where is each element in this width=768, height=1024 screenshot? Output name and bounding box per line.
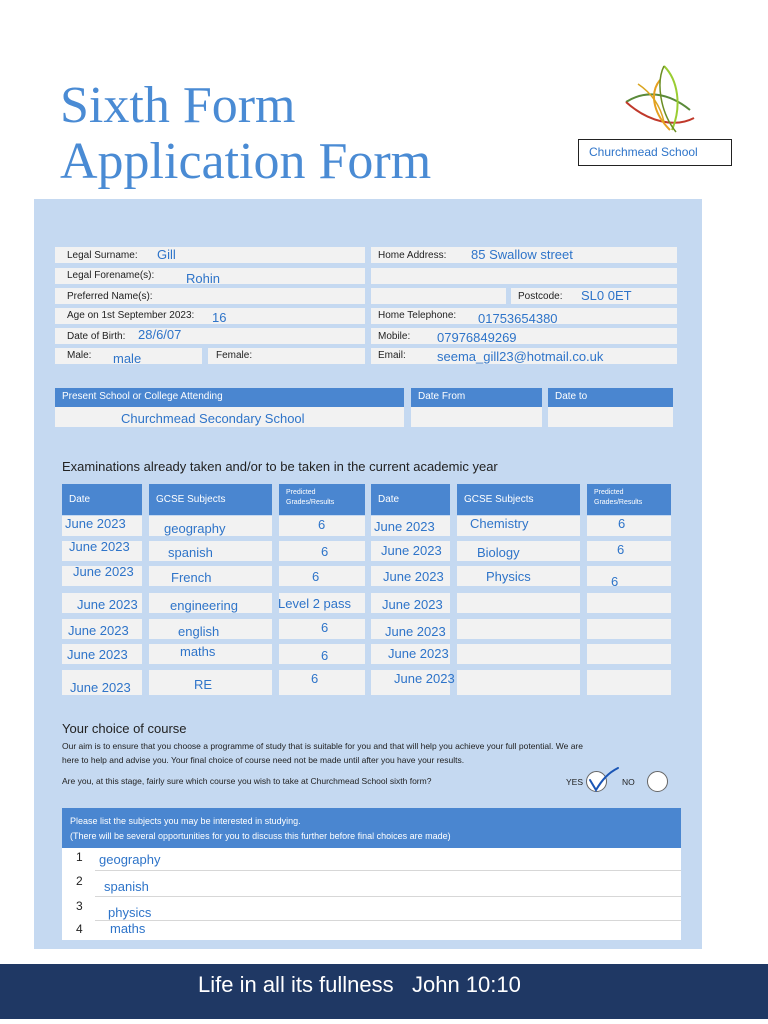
interests-header-line2: (There will be several opportunities for you to discuss this further before final choices are made) [70, 831, 451, 841]
exam-left-date-3: June 2023 [73, 564, 134, 579]
yes-label: YES [566, 777, 584, 787]
exam-right-subject-3: Physics [486, 569, 531, 584]
exam-cell[interactable] [279, 670, 365, 695]
exam-left-date-2: June 2023 [69, 539, 130, 554]
home-address-line3-field[interactable] [371, 288, 506, 304]
course-heading: Your choice of course [62, 721, 187, 736]
exam-subjects-header-left: GCSE Subjects [149, 484, 272, 515]
mobile-label: Mobile: [378, 331, 411, 342]
email-value: seema_gill23@hotmail.co.uk [437, 349, 604, 364]
exam-right-date-7: June 2023 [394, 671, 455, 686]
exam-left-subject-4: engineering [170, 598, 238, 613]
exam-cell[interactable] [587, 566, 671, 586]
exam-right-grade-3: 6 [611, 574, 619, 589]
exam-cell[interactable] [587, 670, 671, 695]
exam-right-grade-1: 6 [618, 516, 626, 531]
interest-num-3: 3 [76, 899, 83, 913]
postcode-value: SL0 0ET [581, 288, 632, 303]
exam-cell[interactable] [457, 644, 580, 664]
exam-left-date-5: June 2023 [68, 623, 129, 638]
date-from-field[interactable] [411, 407, 542, 427]
home-telephone-label: Home Telephone: [378, 310, 457, 321]
form-title-line1: Sixth Form [60, 77, 296, 134]
legal-forename-label: Legal Forename(s): [67, 270, 155, 281]
interest-subject-4: maths [110, 921, 146, 936]
exam-left-date-6: June 2023 [67, 647, 128, 662]
interests-header [62, 808, 681, 848]
date-to-header: Date to [548, 388, 673, 407]
form-title-line2: Application Form [60, 133, 432, 190]
exam-left-grade-2: 6 [321, 544, 329, 559]
exam-left-date-4: June 2023 [77, 597, 138, 612]
exam-left-subject-5: english [178, 624, 220, 639]
exam-right-date-4: June 2023 [382, 597, 443, 612]
footer-text: Life in all its fullness John 10:10 [198, 972, 521, 997]
present-school-value: Churchmead Secondary School [121, 411, 305, 426]
male-value: male [113, 351, 142, 366]
exam-left-subject-1: geography [164, 521, 226, 536]
exam-cell[interactable] [587, 516, 671, 536]
present-school-header: Present School or College Attending [55, 388, 404, 407]
exam-cell[interactable] [587, 541, 671, 561]
age-label: Age on 1st September 2023: [67, 310, 195, 321]
preferred-name-label: Preferred Name(s): [67, 291, 153, 302]
interest-subject-2: spanish [104, 879, 149, 894]
exam-left-grade-7: 6 [311, 671, 319, 686]
exam-right-grade-2: 6 [617, 542, 625, 557]
exam-cell[interactable] [279, 566, 365, 586]
email-label: Email: [378, 350, 406, 361]
exam-left-subject-2: spanish [168, 545, 213, 560]
exam-grades-header-right-line2: Grades/Results [594, 499, 643, 506]
no-label: NO [622, 777, 635, 787]
interest-num-4: 4 [76, 922, 83, 936]
exam-left-grade-4: Level 2 pass [278, 596, 351, 611]
exam-grades-header-left-line2: Grades/Results [286, 499, 335, 506]
interest-subject-3: physics [108, 905, 152, 920]
interest-num-2: 2 [76, 874, 83, 888]
home-telephone-value: 01753654380 [478, 311, 558, 326]
exam-right-date-3: June 2023 [383, 569, 444, 584]
exam-right-subject-1: Chemistry [470, 516, 529, 531]
course-question: Are you, at this stage, fairly sure which course you wish to take at Churchmead School sixth form? [62, 776, 432, 786]
mobile-field[interactable] [371, 328, 677, 344]
exam-cell[interactable] [587, 619, 671, 639]
home-address-value: 85 Swallow street [471, 247, 573, 262]
interests-divider-2 [95, 896, 681, 897]
legal-surname-label: Legal Surname: [67, 250, 138, 261]
exam-left-date-1: June 2023 [65, 516, 126, 531]
exam-grades-header-right-line1: Predicted [594, 489, 624, 496]
exam-left-subject-3: French [171, 570, 212, 585]
date-from-header: Date From [411, 388, 542, 407]
exam-left-grade-6: 6 [321, 648, 329, 663]
interests-header-line1: Please list the subjects you may be interested in studying. [70, 816, 301, 826]
exam-left-grade-3: 6 [312, 569, 320, 584]
mobile-value: 07976849269 [437, 330, 517, 345]
home-address-label: Home Address: [378, 250, 447, 261]
school-logo-icon [620, 62, 700, 134]
dob-value: 28/6/07 [138, 327, 182, 342]
exam-cell[interactable] [587, 644, 671, 664]
exam-grades-header-left [279, 484, 365, 515]
exam-left-subject-7: RE [194, 677, 213, 692]
legal-forename-value: Rohin [186, 271, 220, 286]
interests-divider-1 [95, 870, 681, 871]
no-radio[interactable] [647, 771, 668, 792]
exam-cell[interactable] [587, 593, 671, 613]
exam-grades-header-right [587, 484, 671, 515]
male-label: Male: [67, 350, 92, 361]
exam-date-header-left: Date [62, 484, 142, 515]
age-value: 16 [212, 310, 227, 325]
exam-grades-header-left-line1: Predicted [286, 489, 316, 496]
course-para-line1: Our aim is to ensure that you choose a programme of study that is suitable for you and that will help you achieve your full potential. We are [62, 741, 583, 751]
dob-label: Date of Birth: [67, 331, 126, 342]
exam-left-subject-6: maths [180, 644, 216, 659]
exam-right-date-2: June 2023 [381, 543, 442, 558]
exam-right-date-6: June 2023 [388, 646, 449, 661]
exam-right-subject-2: Biology [477, 545, 520, 560]
exam-left-date-7: June 2023 [70, 680, 131, 695]
exam-right-date-1: June 2023 [374, 519, 435, 534]
exam-cell[interactable] [457, 619, 580, 639]
exam-right-date-5: June 2023 [385, 624, 446, 639]
interests-divider-3 [95, 920, 681, 921]
legal-surname-value: Gill [157, 247, 176, 262]
exam-subjects-header-right: GCSE Subjects [457, 484, 580, 515]
school-name-box: Churchmead School [578, 139, 732, 166]
exam-date-header-right: Date [371, 484, 450, 515]
home-address-line2-field[interactable] [371, 268, 677, 284]
course-para-line2: here to help and advise you. Your final choice of course need not be made until after you have your results. [62, 755, 465, 765]
exam-cell[interactable] [457, 593, 580, 613]
exams-heading: Examinations already taken and/or to be taken in the current academic year [62, 459, 498, 474]
interest-subject-1: geography [99, 852, 161, 867]
female-label: Female: [216, 350, 253, 361]
exam-cell[interactable] [457, 670, 580, 695]
exam-left-grade-5: 6 [321, 620, 329, 635]
date-to-field[interactable] [548, 407, 673, 427]
interest-num-1: 1 [76, 850, 83, 864]
postcode-label: Postcode: [518, 291, 563, 302]
yes-checkmark-icon [586, 766, 620, 794]
exam-left-grade-1: 6 [318, 517, 326, 532]
